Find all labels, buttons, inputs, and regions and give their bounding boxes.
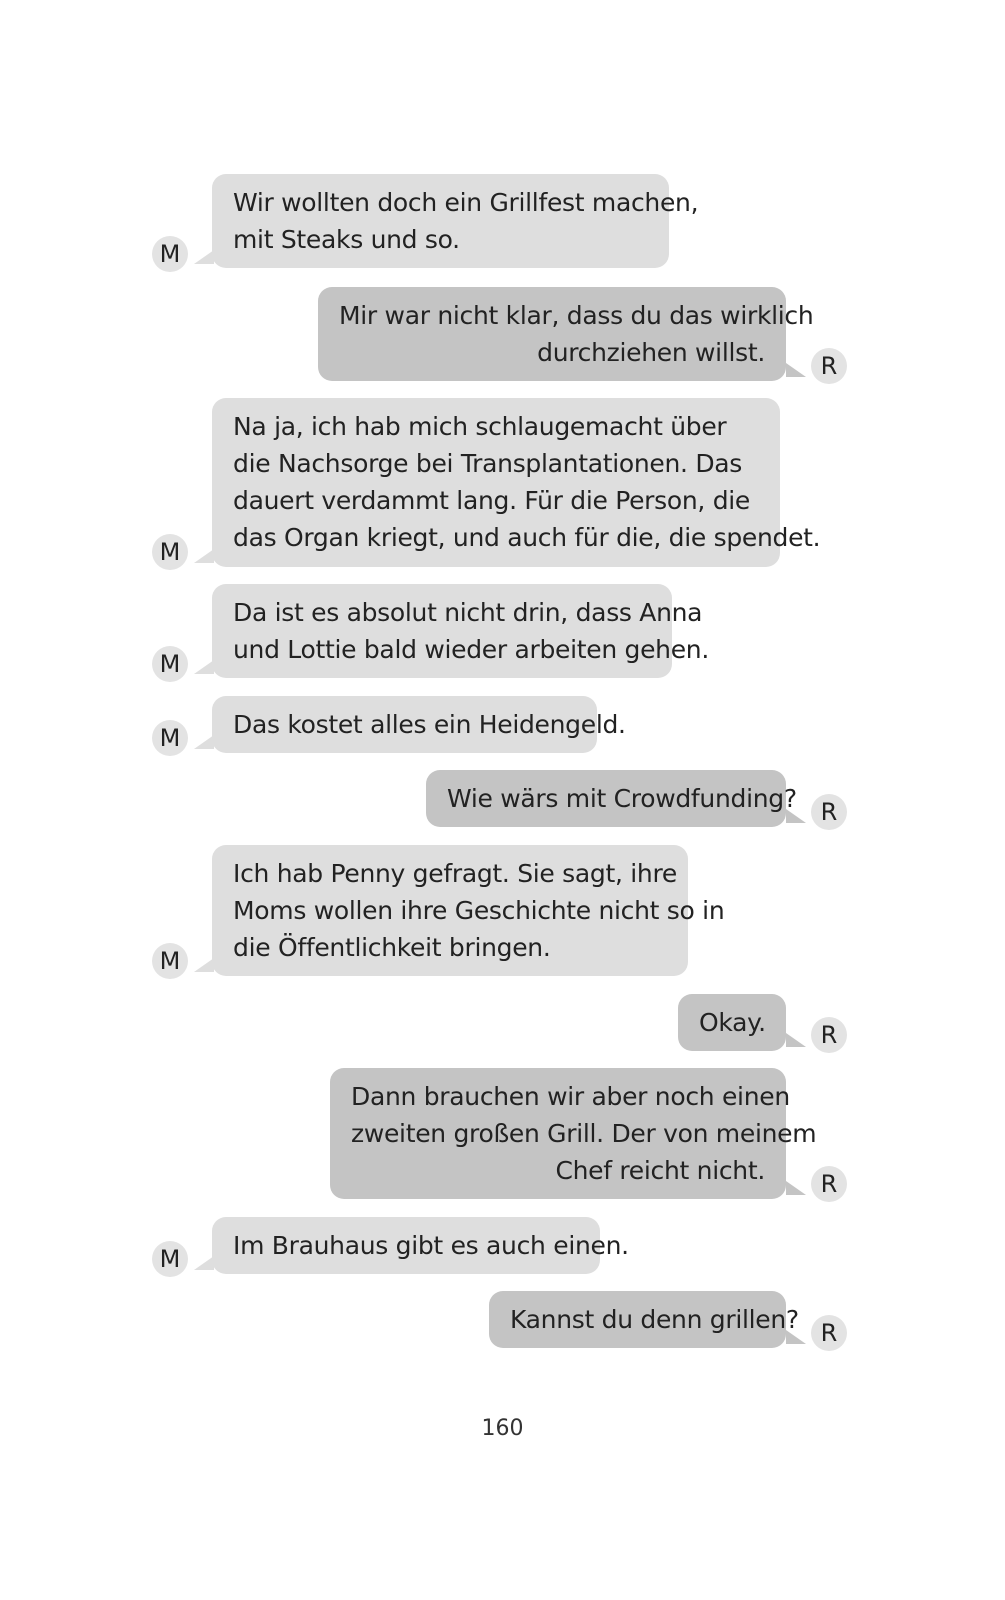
message-bubble — [318, 287, 814, 381]
message-line: Okay. — [699, 1008, 766, 1037]
message-bubble — [212, 174, 699, 268]
avatar-r: R — [811, 348, 847, 384]
bubble-tail — [786, 363, 806, 377]
message-line: die Nachsorge bei Transplantationen. Das — [233, 449, 743, 478]
message-line: die Öffentlichkeit bringen. — [233, 933, 551, 962]
message-line: Chef reicht nicht. — [555, 1156, 765, 1185]
avatar-m: M — [152, 236, 188, 272]
message-bubble — [212, 1217, 629, 1274]
message-line: Dann brauchen wir aber noch einen — [351, 1082, 790, 1111]
message-line: Das kostet alles ein Heidengeld. — [233, 710, 626, 739]
avatar-m: M — [152, 1241, 188, 1277]
message-bubble — [212, 845, 725, 976]
message-line: durchziehen willst. — [537, 338, 765, 367]
avatar-m: M — [152, 534, 188, 570]
message-bubble — [212, 584, 710, 678]
bubble-tail — [786, 1330, 806, 1344]
message-bubble — [426, 770, 797, 827]
message-bubble — [489, 1291, 799, 1348]
bubble-tail — [786, 1033, 806, 1047]
bubble-tail — [786, 1181, 806, 1195]
message-line: zweiten großen Grill. Der von meinem — [351, 1119, 817, 1148]
avatar-m: M — [152, 720, 188, 756]
message-bubble — [212, 398, 821, 567]
message-line: Da ist es absolut nicht drin, dass Anna — [233, 598, 703, 627]
message-line: Mir war nicht klar, dass du das wirklich — [339, 301, 814, 330]
message-line: Ich hab Penny gefragt. Sie sagt, ihre — [233, 859, 677, 888]
bubble-tail — [194, 735, 214, 749]
avatar-r: R — [811, 1315, 847, 1351]
message-line: und Lottie bald wieder arbeiten gehen. — [233, 635, 710, 664]
message-bubble — [212, 696, 626, 753]
bubble-tail — [194, 958, 214, 972]
message-line: Im Brauhaus gibt es auch einen. — [233, 1231, 629, 1260]
message-line: dauert verdammt lang. Für die Person, die — [233, 486, 750, 515]
bubble-tail — [194, 660, 214, 674]
message-line: Wie wärs mit Crowdfunding? — [447, 784, 797, 813]
message-line: mit Steaks und so. — [233, 225, 460, 254]
message-line: Na ja, ich hab mich schlaugemacht über — [233, 412, 727, 441]
bubble-tail — [194, 549, 214, 563]
bubble-tail — [194, 250, 214, 264]
avatar-r: R — [811, 1017, 847, 1053]
avatar-r: R — [811, 1166, 847, 1202]
avatar-m: M — [152, 943, 188, 979]
message-bubble — [678, 994, 786, 1051]
page-number: 160 — [481, 1416, 524, 1441]
avatar-m: M — [152, 646, 188, 682]
message-line: Wir wollten doch ein Grillfest machen, — [233, 188, 699, 217]
message-bubble — [330, 1068, 817, 1199]
message-line: Moms wollen ihre Geschichte nicht so in — [233, 896, 725, 925]
bubble-tail — [786, 809, 806, 823]
bubble-tail — [194, 1256, 214, 1270]
message-line: Kannst du denn grillen? — [510, 1305, 799, 1334]
avatar-r: R — [811, 794, 847, 830]
message-line: das Organ kriegt, und auch für die, die spendet. — [233, 523, 821, 552]
